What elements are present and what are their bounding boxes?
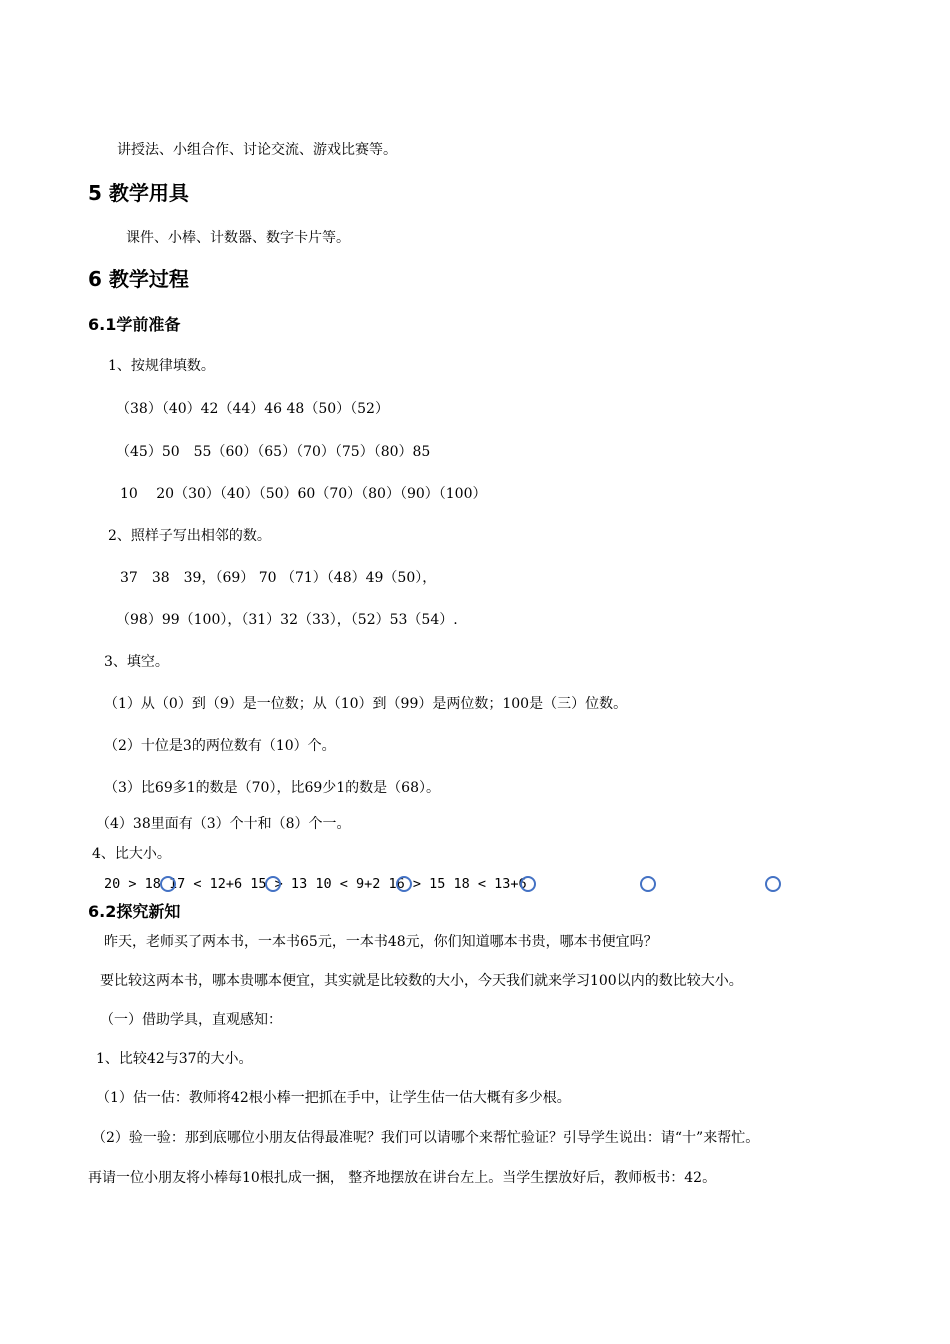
- q1-line-1: （38）（40）42（44）46 48（50）（52）: [116, 401, 389, 417]
- answer-circle-4: [520, 876, 536, 892]
- section-5-content: 课件、小棒、计数器、数字卡片等。: [126, 230, 350, 246]
- q3-item-2: （2）十位是3的两位数有（10）个。: [104, 738, 336, 754]
- answer-circle-2: [265, 876, 281, 892]
- section-6-2-title: 6.2探究新知: [88, 902, 181, 921]
- q1-line-3: 10 20（30）（40）（50）60（70）（80）（90）（100）: [120, 486, 487, 502]
- q2-line-1: 37 38 39，（69） 70 （71）（48）49（50），: [120, 570, 437, 586]
- section-5-title: 5 教学用具: [88, 181, 189, 205]
- bundle-step: 再请一位小朋友将小棒每10根扎成一捆， 整齐地摆放在讲台左上。当学生摆放好后，教师板书：42。: [88, 1170, 717, 1186]
- part-one-heading: （一）借助学具，直观感知：: [100, 1012, 282, 1028]
- q3-item-3: （3）比69多1的数是（70），比69少1的数是（68）。: [104, 780, 440, 796]
- q4-prompt: 4、比大小。: [92, 846, 171, 862]
- q3-item-4: （4）38里面有（3）个十和（8）个一。: [96, 816, 351, 832]
- intro-paragraph-1: 昨天，老师买了两本书，一本书65元，一本书48元，你们知道哪本书贵，哪本书便宜吗？: [104, 934, 658, 950]
- q1-prompt: 1、按规律填数。: [108, 358, 215, 374]
- answer-circle-5: [640, 876, 656, 892]
- q3-item-1: （1）从（0）到（9）是一位数；从（10）到（99）是两位数；100是（三）位数。: [104, 696, 628, 712]
- q4-comparisons: 20 > 18 17 < 12+6 15 > 13 10 < 9+2 16 > 15 18 < 13+6: [104, 876, 527, 892]
- q2-prompt: 2、照样子写出相邻的数。: [108, 528, 271, 544]
- intro-paragraph-2: 要比较这两本书，哪本贵哪本便宜，其实就是比较数的大小，今天我们就来学习100以内的数比较大小。: [100, 973, 743, 989]
- answer-circle-6: [765, 876, 781, 892]
- compare-42-37: 1、比较42与37的大小。: [96, 1051, 253, 1067]
- q2-line-2: （98）99（100），（31）32（33），（52）53（54）.: [116, 612, 458, 628]
- q1-line-2: （45）50 55（60）（65）（70）（75）（80）85: [116, 444, 431, 460]
- answer-circle-3: [396, 876, 412, 892]
- methods-line: 讲授法、小组合作、讨论交流、游戏比赛等。: [117, 142, 397, 158]
- section-6-title: 6 教学过程: [88, 267, 189, 291]
- verify-step: （2）验一验：那到底哪位小朋友估得最准呢？我们可以请哪个来帮忙验证？引导学生说出：请“十”来帮忙。: [92, 1130, 760, 1146]
- estimate-step: （1）估一估：教师将42根小棒一把抓在手中，让学生估一估大概有多少根。: [96, 1090, 571, 1106]
- section-6-1-title: 6.1学前准备: [88, 315, 181, 334]
- q3-prompt: 3、填空。: [104, 654, 169, 670]
- answer-circle-1: [160, 876, 176, 892]
